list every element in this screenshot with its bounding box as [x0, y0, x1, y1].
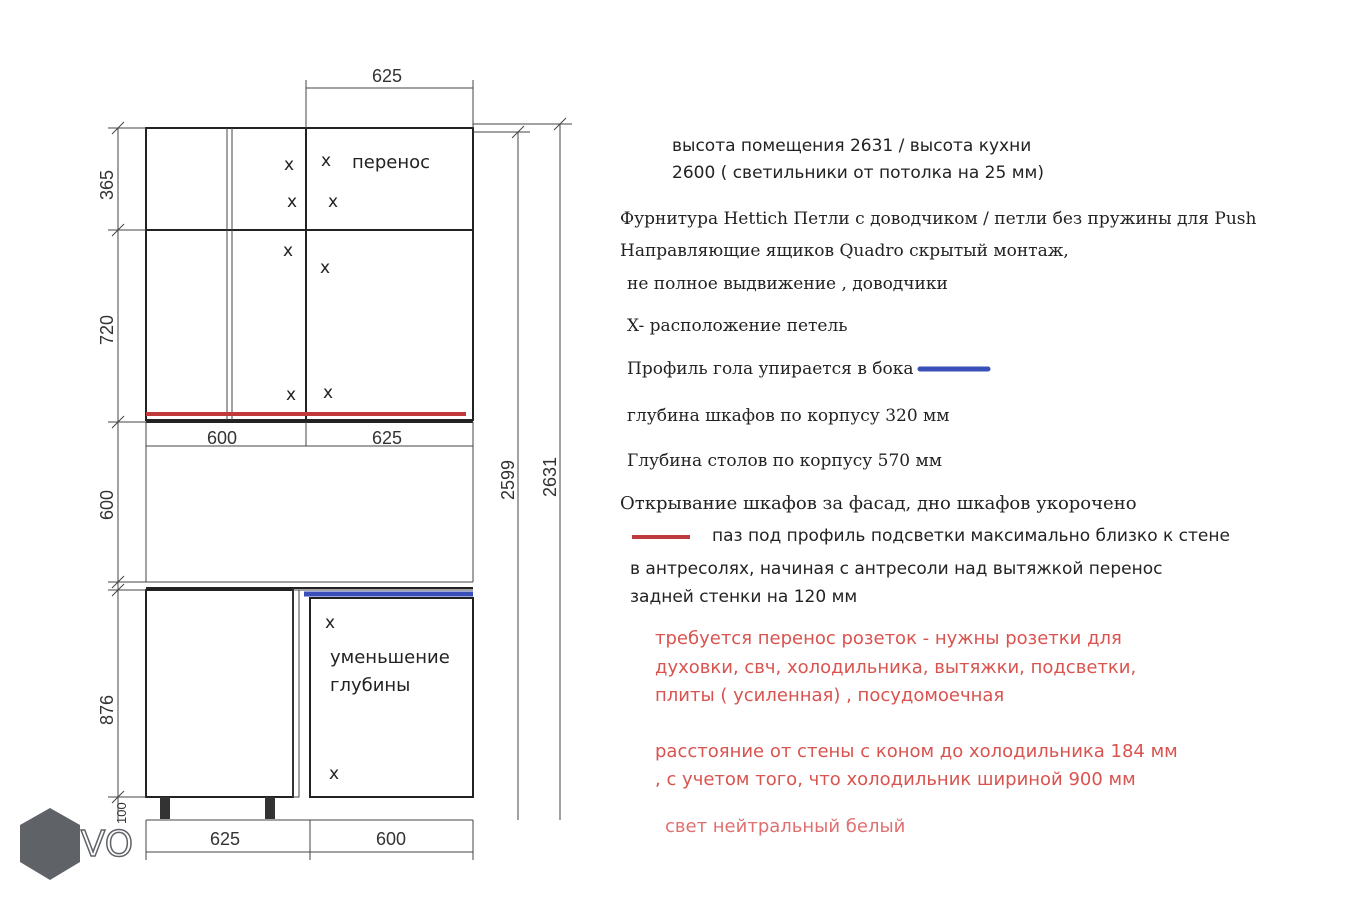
hinge-mark: x: [323, 383, 334, 403]
dim-kitchen-height: 2599: [498, 459, 518, 500]
note-hinge-legend: X- расположение петель: [627, 316, 848, 336]
dim-floor-left-width: 625: [210, 829, 241, 849]
base-cabinet-left: [146, 590, 293, 797]
note-groove-line2: в антресолях, начиная с антресоли над вытяжкой перенос: [630, 559, 1163, 579]
logo-text: EVO: [58, 824, 134, 865]
note-groove-line3: задней стенки на 120 мм: [630, 587, 858, 607]
transfer-label: перенос: [352, 152, 431, 173]
dim-middle-height: 720: [97, 314, 117, 345]
hinge-mark: x: [328, 192, 339, 212]
dim-room-height: 2631: [540, 456, 560, 497]
hinge-mark: x: [325, 613, 336, 633]
hinge-mark: x: [287, 192, 298, 212]
cabinet-leg: [160, 797, 170, 819]
note-room-height-line1: высота помещения 2631 / высота кухни: [672, 136, 1032, 156]
note-hardware-line1: Фурнитура Hettich Петли с доводчиком / петли без пружины для Push: [620, 209, 1257, 229]
note-light: свет нейтральный белый: [665, 816, 906, 837]
note-cabinet-depth: глубина шкафов по корпусу 320 мм: [627, 406, 950, 426]
dim-plinth-height: 100: [114, 802, 129, 824]
dim-base-height: 876: [97, 694, 117, 725]
note-groove-line1: паз под профиль подсветки максимально близко к стене: [712, 526, 1230, 546]
cabinet-leg: [265, 797, 275, 819]
hinge-mark: x: [283, 241, 294, 261]
depth-reduction-label-line1: уменьшение: [330, 647, 450, 668]
note-hardware-line2: Направляющие ящиков Quadro скрытый монтаж,: [620, 241, 1069, 261]
note-hardware-line3: не полное выдвижение , доводчики: [627, 274, 948, 294]
hinge-mark: x: [284, 155, 295, 175]
dim-top-width: 625: [372, 66, 403, 86]
hinge-mark: x: [286, 385, 297, 405]
dim-floor-right-width: 600: [376, 829, 407, 849]
note-fridge-line2: , с учетом того, что холодильник шириной 900 мм: [655, 769, 1136, 790]
dim-backsplash-height: 600: [97, 489, 117, 520]
note-sockets-line3: плиты ( усиленная) , посудомоечная: [655, 685, 1005, 706]
hinge-mark: x: [320, 258, 331, 278]
dim-upper-height: 365: [97, 169, 117, 200]
note-gola-profile: Профиль гола упирается в бока: [627, 359, 914, 379]
note-sockets-line2: духовки, свч, холодильника, вытяжки, подсветки,: [655, 657, 1137, 678]
note-opening: Открывание шкафов за фасад, дно шкафов укорочено: [620, 493, 1137, 514]
dim-bottom-left-width: 600: [207, 428, 238, 448]
hinge-mark: x: [321, 151, 332, 171]
cabinet-outlines: [146, 128, 473, 820]
depth-reduction-label-line2: глубины: [330, 675, 411, 696]
note-sockets-line1: требуется перенос розеток - нужны розетки для: [655, 628, 1122, 649]
dim-bottom-right-width: 625: [372, 428, 403, 448]
note-room-height-line2: 2600 ( светильники от потолка на 25 мм): [672, 163, 1044, 183]
hinge-mark: x: [329, 764, 340, 784]
note-table-depth: Глубина столов по корпусу 570 мм: [627, 451, 942, 471]
note-fridge-line1: расстояние от стены с коном до холодильника 184 мм: [655, 741, 1178, 762]
